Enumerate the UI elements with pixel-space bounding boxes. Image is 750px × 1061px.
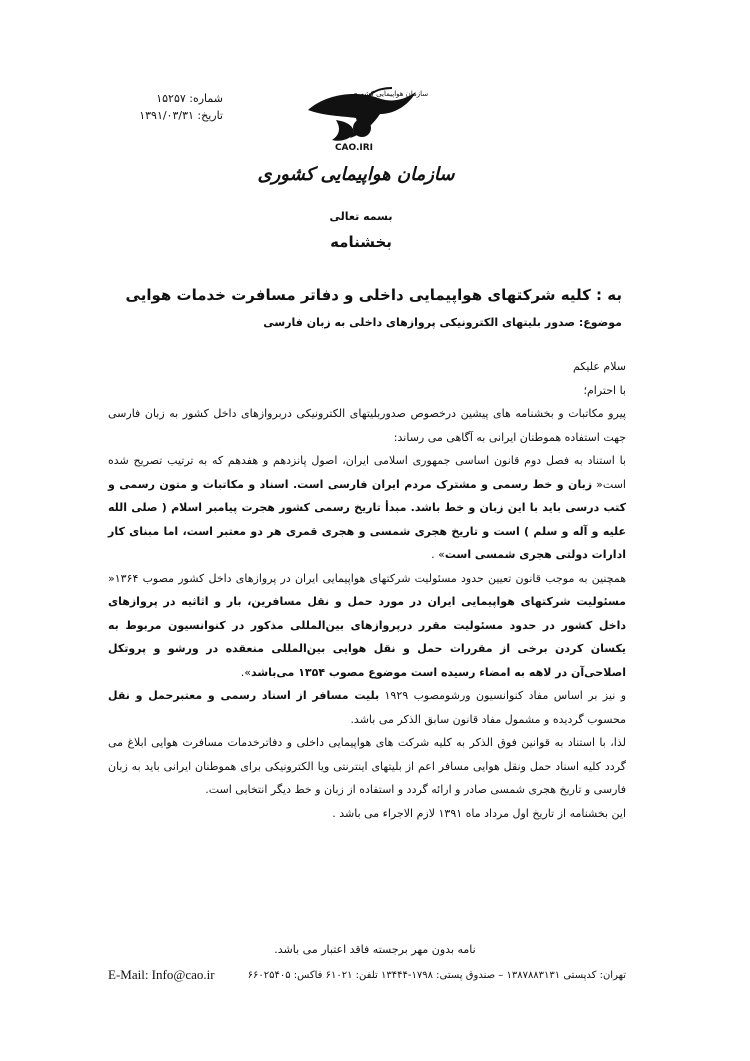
footer-address: تهران: کدپستی ۱۳۸۷۸۸۳۱۳۱ – صندوق پستی: ۱۷۹۸-۱۳۴۴۴ تلفن: ۶۱۰۲۱ فاکس: ۶۶۰۲۵۴۰۵ — [247, 969, 626, 981]
paragraph-3-end: ». — [240, 665, 251, 679]
paragraph-5: لذا، با استناد به قوانین فوق الذکر به کلیه شرکت های هواپیمایی داخلی و دفاترخدمات مسافرت هوایی ابلاغ می گردد کلیه اسناد حمل ونقل هوایی مسافر اعم از بلیتهای اینترنتی ویا الکترونیکی برای هموطنان ایرانی باید به زبان فارسی و تاریخ هجری شمسی صادر و ارائه گردد و استفاده از زبان و خط دیگر انتخابی است. — [108, 736, 626, 796]
footer-email: E-Mail: Info@cao.ir — [108, 967, 215, 982]
subject-line: موضوع: صدور بلیتهای الکترونیکی پروازهای داخلی به زبان فارسی — [263, 316, 622, 329]
greeting: سلام علیکم — [572, 360, 626, 373]
paragraph-2 — [108, 449, 626, 567]
org-name: سازمان هواپیمایی کشوری — [257, 164, 455, 185]
bismillah-heading: بسمه تعالی — [329, 210, 393, 223]
respect-line: با احترام؛ — [583, 383, 626, 397]
paragraph-4-intro: و نیز بر اساس مفاد کنوانسیون ورشومصوب ۱۹۲۹ — [379, 689, 626, 702]
logo-caption: CAO.IRI — [334, 143, 374, 153]
paragraph-3-intro: همچنین به موجب قانون تعیین حدود مسئولیت شرکتهای هواپیمایی ایران در پروازهای داخل کشور مصوب ۱۳۶۴« — [108, 571, 626, 585]
paragraph-4-end: محسوب گردیده و مشمول مفاد قانون سابق الذکر می باشد. — [350, 712, 626, 726]
cao-emblem-icon — [257, 80, 455, 198]
letter-meta — [128, 90, 223, 124]
paragraph-2-end: » . — [431, 548, 445, 561]
footer-contact — [108, 967, 626, 983]
cao-logo — [257, 80, 455, 198]
stamp-validity-note: نامه بدون مهر برجسته فاقد اعتبار می باشد. — [274, 943, 476, 956]
paragraph-4 — [108, 684, 626, 731]
paragraph-4-bold: بلیت مسافر از اسناد رسمی و معتبرحمل و نقل — [108, 689, 380, 702]
paragraph-6: این بخشنامه از تاریخ اول مرداد ماه ۱۳۹۱ لازم الاجراء می باشد . — [332, 806, 626, 820]
letter-date: تاریخ: ۱۳۹۱/۰۳/۳۱ — [139, 109, 223, 122]
paragraph-3-quote: مسئولیت شرکتهای هواپیمایی ایران در مورد حمل و نقل مسافرین، بار و اثاثیه در پروازهای داخل کشور در حدود مسئولیت مقرر درپروازهای بین‌المللی مذکور در کنوانسیون مربوط به یکسان کردن برخی از مقررات حمل و نقل هوایی بین‌المللی منعقده در ورشو و پروتکل اصلاحی‌آن در لاهه به امضاء رسیده است موضوع مصوب ۱۳۵۴ می‌باشد — [108, 595, 626, 679]
letter-body — [108, 355, 626, 825]
paragraph-1: پیرو مکاتبات و بخشنامه های پیشین درخصوص صدوربلیتهای الکترونیکی دربروازهای داخل کشور به زبان فارسی جهت استفاده هموطنان ایرانی به آگاهی می رساند: — [108, 407, 626, 444]
letter-number: شماره: ۱۵۲۵۷ — [156, 92, 223, 105]
paragraph-2-intro: با استناد به فصل دوم قانون اساسی جمهوری اسلامی ایران، اصول پانزدهم و هفدهم که به ترتیب تصریح شده است« — [108, 454, 626, 491]
paragraph-2-quote: زبان و خط رسمی و مشترک مردم ایران فارسی است. اسناد و مکاتبات و متون رسمی و کتب درسی باید با این زبان و خط باشد. مبدأ تاریخ رسمی کشور هجرت پیامبر اسلام ( صلی الله علیه و آله و سلم ) است و تاریخ هجری شمسی و هجری قمری هر دو معتبر است، اما مبنای کار ادارات دولتی هجری شمسی است — [108, 477, 626, 561]
paragraph-3 — [108, 567, 626, 685]
document-type: بخشنامه — [330, 233, 392, 251]
logo-small-text: سازمان هواپیمایی کشوری — [351, 90, 429, 98]
recipient-line: به : کلیه شرکتهای هواپیمایی داخلی و دفاتر مسافرت خدمات هوایی — [125, 286, 622, 304]
